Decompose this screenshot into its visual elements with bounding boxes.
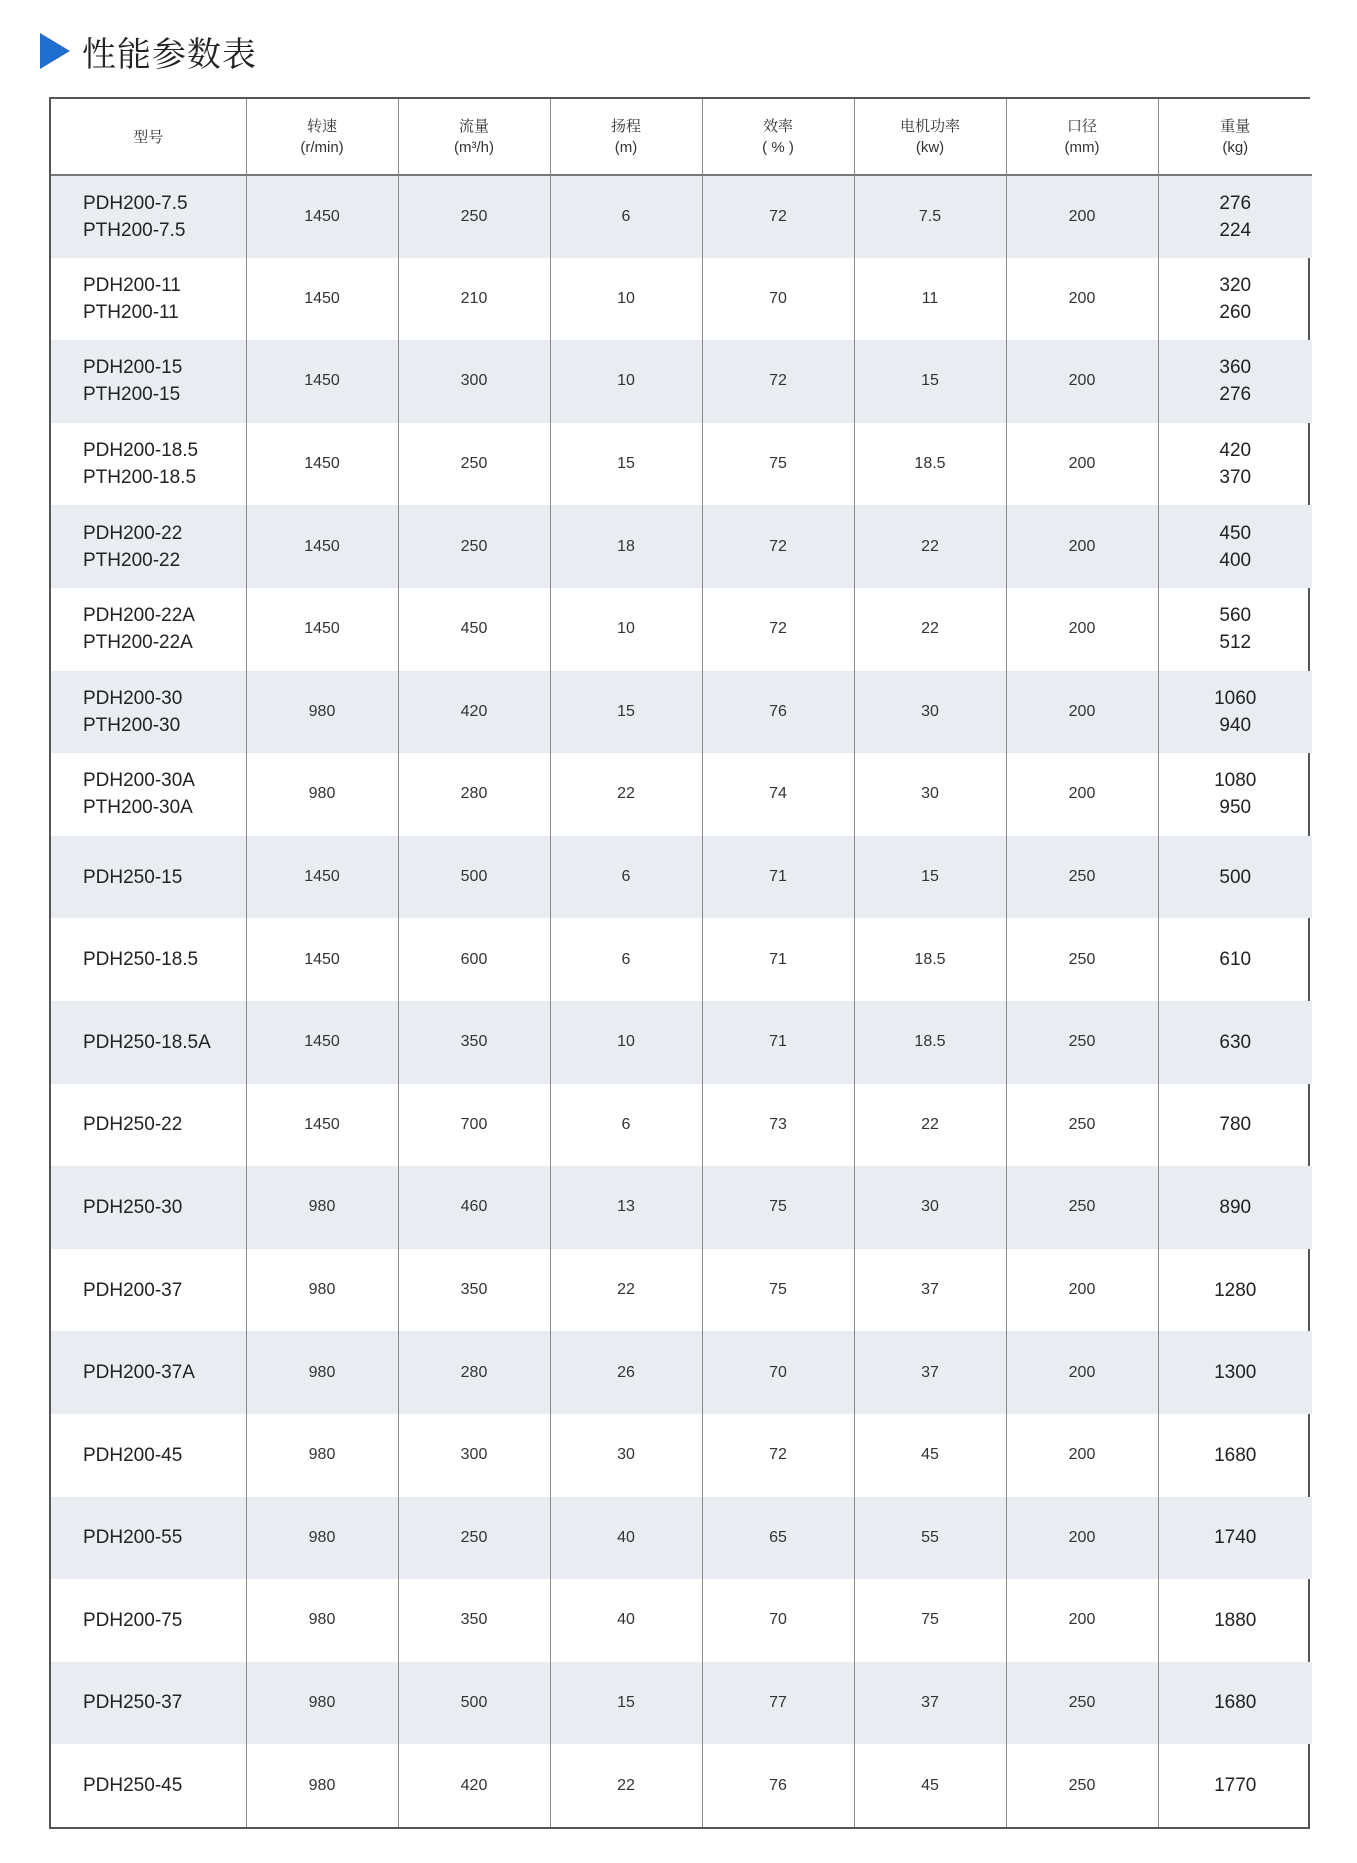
cell-weight	[1158, 1579, 1312, 1662]
model-name: PDH200-7.5	[83, 192, 188, 214]
cell-model	[51, 1001, 246, 1084]
weight-value: 224	[1219, 219, 1252, 241]
cell-weight	[1158, 1662, 1312, 1745]
weight-value: 1770	[1214, 1775, 1257, 1797]
weight-value: 276	[1219, 384, 1252, 406]
cell-weight	[1158, 1497, 1312, 1580]
cell-caliber: 200	[1006, 1249, 1158, 1332]
header-name: 流量	[458, 116, 489, 135]
header-name: 口径	[1066, 116, 1097, 135]
cell-flow: 250	[398, 175, 550, 258]
cell-efficiency: 71	[702, 1001, 854, 1084]
model-name: PDH200-37A	[83, 1362, 195, 1384]
cell-head: 15	[550, 671, 702, 754]
header-model	[51, 99, 246, 175]
model-name: PDH200-22A	[83, 605, 195, 627]
cell-model	[51, 918, 246, 1001]
cell-flow: 460	[398, 1166, 550, 1249]
model-name: PDH200-22	[83, 522, 183, 544]
model-name: PDH200-45	[83, 1444, 183, 1466]
cell-model	[51, 423, 246, 506]
cell-head: 22	[550, 1744, 702, 1827]
cell-model	[51, 671, 246, 754]
cell-head: 40	[550, 1497, 702, 1580]
weight-value: 560	[1219, 605, 1252, 627]
cell-efficiency: 75	[702, 1249, 854, 1332]
cell-caliber: 250	[1006, 1744, 1158, 1827]
cell-caliber: 200	[1006, 671, 1158, 754]
cell-model	[51, 340, 246, 423]
weight-value: 610	[1219, 949, 1252, 971]
cell-caliber: 200	[1006, 1331, 1158, 1414]
cell-weight	[1158, 1084, 1312, 1167]
cell-model	[51, 1414, 246, 1497]
table-row	[51, 423, 1312, 506]
model-name: PTH200-22A	[83, 632, 193, 654]
model-name: PDH200-37	[83, 1279, 183, 1301]
cell-efficiency: 72	[702, 175, 854, 258]
weight-value: 940	[1219, 714, 1252, 736]
weight-value: 370	[1219, 467, 1252, 489]
cell-caliber: 250	[1006, 918, 1158, 1001]
weight-value: 1740	[1214, 1527, 1257, 1549]
weight-value: 1080	[1214, 770, 1257, 792]
cell-speed: 1450	[246, 836, 398, 919]
table-body	[51, 175, 1312, 1827]
cell-model	[51, 505, 246, 588]
header-name: 转速	[306, 116, 337, 135]
cell-head: 10	[550, 340, 702, 423]
header-unit: (mm)	[1064, 138, 1100, 156]
table-row	[51, 836, 1312, 919]
cell-caliber: 250	[1006, 1166, 1158, 1249]
cell-power: 18.5	[854, 1001, 1006, 1084]
cell-weight	[1158, 588, 1312, 671]
cell-speed: 980	[246, 1744, 398, 1827]
cell-speed: 1450	[246, 340, 398, 423]
cell-caliber: 250	[1006, 1001, 1158, 1084]
cell-efficiency: 74	[702, 753, 854, 836]
cell-speed: 980	[246, 671, 398, 754]
model-name: PDH200-11	[83, 274, 181, 296]
weight-value: 1300	[1214, 1362, 1257, 1384]
table-row	[51, 505, 1312, 588]
cell-efficiency: 72	[702, 1414, 854, 1497]
header-unit: (m³/h)	[454, 138, 494, 156]
cell-flow: 250	[398, 1497, 550, 1580]
cell-speed: 980	[246, 1414, 398, 1497]
performance-table	[51, 99, 1312, 1827]
cell-weight	[1158, 423, 1312, 506]
header-name: 效率	[762, 116, 793, 135]
cell-efficiency: 65	[702, 1497, 854, 1580]
cell-efficiency: 73	[702, 1084, 854, 1167]
cell-caliber: 250	[1006, 1084, 1158, 1167]
cell-weight	[1158, 671, 1312, 754]
cell-caliber: 200	[1006, 1579, 1158, 1662]
cell-efficiency: 70	[702, 258, 854, 341]
weight-value: 950	[1219, 797, 1252, 819]
cell-flow: 450	[398, 588, 550, 671]
weight-value: 630	[1219, 1031, 1252, 1053]
table-header	[51, 99, 1312, 175]
header-name: 重量	[1220, 116, 1251, 135]
weight-value: 890	[1219, 1196, 1252, 1218]
header-efficiency	[702, 99, 854, 175]
weight-value: 780	[1219, 1114, 1252, 1136]
cell-speed: 1450	[246, 175, 398, 258]
weight-value: 420	[1219, 440, 1252, 462]
page-title: 性能参数表	[82, 34, 257, 75]
weight-value: 1880	[1214, 1609, 1257, 1631]
cell-speed: 980	[246, 1249, 398, 1332]
cell-efficiency: 75	[702, 1166, 854, 1249]
cell-power: 7.5	[854, 175, 1006, 258]
cell-head: 22	[550, 753, 702, 836]
cell-power: 30	[854, 1166, 1006, 1249]
cell-efficiency: 72	[702, 505, 854, 588]
cell-power: 18.5	[854, 423, 1006, 506]
table-row	[51, 175, 1312, 258]
cell-flow: 500	[398, 836, 550, 919]
cell-flow: 280	[398, 753, 550, 836]
cell-speed: 1450	[246, 918, 398, 1001]
cell-flow: 350	[398, 1249, 550, 1332]
cell-power: 45	[854, 1414, 1006, 1497]
table-row	[51, 1579, 1312, 1662]
cell-flow: 700	[398, 1084, 550, 1167]
table-row	[51, 1414, 1312, 1497]
cell-caliber: 200	[1006, 340, 1158, 423]
section-header	[40, 26, 257, 76]
cell-speed: 980	[246, 1579, 398, 1662]
cell-speed: 980	[246, 1497, 398, 1580]
cell-efficiency: 70	[702, 1579, 854, 1662]
cell-caliber: 200	[1006, 258, 1158, 341]
cell-efficiency: 71	[702, 918, 854, 1001]
cell-caliber: 200	[1006, 175, 1158, 258]
header-name: 型号	[133, 127, 164, 146]
table-row	[51, 1001, 1312, 1084]
model-name: PDH200-75	[83, 1609, 183, 1631]
table-row	[51, 588, 1312, 671]
cell-efficiency: 77	[702, 1662, 854, 1745]
cell-speed: 1450	[246, 1001, 398, 1084]
cell-efficiency: 75	[702, 423, 854, 506]
table-row	[51, 1662, 1312, 1745]
header-unit: ( % )	[762, 138, 794, 156]
table-row	[51, 1331, 1312, 1414]
cell-speed: 1450	[246, 423, 398, 506]
table-row	[51, 1497, 1312, 1580]
cell-head: 10	[550, 258, 702, 341]
cell-flow: 500	[398, 1662, 550, 1745]
cell-caliber: 200	[1006, 1497, 1158, 1580]
header-head	[550, 99, 702, 175]
table-row	[51, 753, 1312, 836]
cell-head: 10	[550, 588, 702, 671]
cell-flow: 350	[398, 1001, 550, 1084]
model-name: PDH250-37	[83, 1692, 183, 1714]
cell-model	[51, 753, 246, 836]
cell-speed: 980	[246, 1662, 398, 1745]
cell-flow: 600	[398, 918, 550, 1001]
weight-value: 512	[1219, 632, 1252, 654]
cell-power: 30	[854, 671, 1006, 754]
model-name: PTH200-22	[83, 549, 181, 571]
cell-flow: 250	[398, 423, 550, 506]
header-name: 电机功率	[899, 116, 960, 135]
cell-power: 15	[854, 836, 1006, 919]
weight-value: 320	[1219, 274, 1252, 296]
table-row	[51, 1166, 1312, 1249]
model-name: PDH200-55	[83, 1527, 183, 1549]
cell-model	[51, 588, 246, 671]
weight-value: 1680	[1214, 1692, 1257, 1714]
cell-weight	[1158, 918, 1312, 1001]
cell-power: 37	[854, 1331, 1006, 1414]
cell-model	[51, 258, 246, 341]
header-speed	[246, 99, 398, 175]
weight-value: 360	[1219, 357, 1252, 379]
header-unit: (m)	[614, 138, 638, 156]
weight-value: 450	[1219, 522, 1252, 544]
table-row	[51, 918, 1312, 1001]
cell-model	[51, 175, 246, 258]
cell-weight	[1158, 340, 1312, 423]
model-name: PTH200-7.5	[83, 219, 186, 241]
cell-head: 18	[550, 505, 702, 588]
cell-model	[51, 1166, 246, 1249]
model-name: PDH250-15	[83, 866, 183, 888]
header-weight	[1158, 99, 1312, 175]
cell-efficiency: 70	[702, 1331, 854, 1414]
cell-flow: 300	[398, 1414, 550, 1497]
table-row	[51, 1249, 1312, 1332]
cell-power: 18.5	[854, 918, 1006, 1001]
cell-model	[51, 1662, 246, 1745]
cell-caliber: 200	[1006, 588, 1158, 671]
cell-power: 37	[854, 1249, 1006, 1332]
table-row	[51, 671, 1312, 754]
model-name: PDH200-30A	[83, 770, 195, 792]
cell-speed: 1450	[246, 258, 398, 341]
cell-speed: 980	[246, 1166, 398, 1249]
header-caliber	[1006, 99, 1158, 175]
cell-model	[51, 1084, 246, 1167]
cell-weight	[1158, 1249, 1312, 1332]
model-name: PTH200-11	[83, 301, 179, 323]
model-name: PTH200-30	[83, 714, 181, 736]
cell-flow: 250	[398, 505, 550, 588]
model-name: PDH250-18.5	[83, 949, 199, 971]
cell-head: 15	[550, 1662, 702, 1745]
cell-model	[51, 1744, 246, 1827]
cell-weight	[1158, 1744, 1312, 1827]
model-name: PTH200-30A	[83, 797, 193, 819]
cell-speed: 1450	[246, 505, 398, 588]
cell-efficiency: 76	[702, 671, 854, 754]
cell-head: 22	[550, 1249, 702, 1332]
cell-flow: 350	[398, 1579, 550, 1662]
cell-model	[51, 1249, 246, 1332]
cell-efficiency: 72	[702, 588, 854, 671]
cell-head: 40	[550, 1579, 702, 1662]
cell-head: 6	[550, 836, 702, 919]
weight-value: 1680	[1214, 1444, 1257, 1466]
header-row	[51, 99, 1312, 175]
model-name: PDH250-18.5A	[83, 1031, 211, 1053]
weight-value: 500	[1219, 866, 1252, 888]
header-flow	[398, 99, 550, 175]
weight-value: 276	[1219, 192, 1252, 214]
cell-model	[51, 1579, 246, 1662]
cell-speed: 1450	[246, 1084, 398, 1167]
cell-weight	[1158, 1001, 1312, 1084]
cell-head: 6	[550, 918, 702, 1001]
model-name: PDH250-30	[83, 1196, 183, 1218]
performance-table-container	[49, 97, 1310, 1829]
model-name: PTH200-18.5	[83, 467, 197, 489]
cell-power: 55	[854, 1497, 1006, 1580]
cell-caliber: 250	[1006, 1662, 1158, 1745]
model-name: PDH200-18.5	[83, 440, 199, 462]
cell-power: 22	[854, 505, 1006, 588]
cell-weight	[1158, 1166, 1312, 1249]
table-row	[51, 258, 1312, 341]
cell-power: 37	[854, 1662, 1006, 1745]
play-arrow-icon	[40, 33, 70, 69]
table-row	[51, 1744, 1312, 1827]
cell-caliber: 250	[1006, 836, 1158, 919]
model-name: PTH200-15	[83, 384, 181, 406]
cell-head: 6	[550, 175, 702, 258]
header-power	[854, 99, 1006, 175]
cell-head: 15	[550, 423, 702, 506]
cell-weight	[1158, 753, 1312, 836]
header-unit: (r/min)	[300, 138, 344, 156]
cell-caliber: 200	[1006, 505, 1158, 588]
cell-speed: 980	[246, 753, 398, 836]
cell-power: 15	[854, 340, 1006, 423]
cell-caliber: 200	[1006, 423, 1158, 506]
cell-head: 10	[550, 1001, 702, 1084]
model-name: PDH200-15	[83, 357, 183, 379]
cell-caliber: 200	[1006, 753, 1158, 836]
cell-speed: 980	[246, 1331, 398, 1414]
cell-head: 30	[550, 1414, 702, 1497]
cell-weight	[1158, 1414, 1312, 1497]
cell-speed: 1450	[246, 588, 398, 671]
cell-weight	[1158, 258, 1312, 341]
model-name: PDH250-22	[83, 1114, 183, 1136]
table-row	[51, 340, 1312, 423]
model-name: PDH200-30	[83, 687, 183, 709]
cell-weight	[1158, 505, 1312, 588]
cell-head: 13	[550, 1166, 702, 1249]
cell-efficiency: 76	[702, 1744, 854, 1827]
cell-power: 30	[854, 753, 1006, 836]
cell-flow: 420	[398, 1744, 550, 1827]
cell-power: 45	[854, 1744, 1006, 1827]
cell-flow: 280	[398, 1331, 550, 1414]
cell-flow: 420	[398, 671, 550, 754]
cell-flow: 300	[398, 340, 550, 423]
cell-efficiency: 72	[702, 340, 854, 423]
cell-flow: 210	[398, 258, 550, 341]
cell-weight	[1158, 836, 1312, 919]
cell-power: 75	[854, 1579, 1006, 1662]
cell-model	[51, 1497, 246, 1580]
weight-value: 1060	[1214, 687, 1257, 709]
cell-caliber: 200	[1006, 1414, 1158, 1497]
header-unit: (kw)	[915, 138, 945, 156]
header-unit: (kg)	[1222, 138, 1249, 156]
weight-value: 400	[1219, 549, 1252, 571]
cell-head: 6	[550, 1084, 702, 1167]
cell-power: 22	[854, 588, 1006, 671]
weight-value: 1280	[1214, 1279, 1257, 1301]
cell-weight	[1158, 1331, 1312, 1414]
cell-power: 11	[854, 258, 1006, 341]
cell-efficiency: 71	[702, 836, 854, 919]
cell-model	[51, 1331, 246, 1414]
header-name: 扬程	[610, 116, 641, 135]
model-name: PDH250-45	[83, 1775, 183, 1797]
table-row	[51, 1084, 1312, 1167]
cell-weight	[1158, 175, 1312, 258]
weight-value: 260	[1219, 301, 1252, 323]
cell-power: 22	[854, 1084, 1006, 1167]
cell-head: 26	[550, 1331, 702, 1414]
cell-model	[51, 836, 246, 919]
